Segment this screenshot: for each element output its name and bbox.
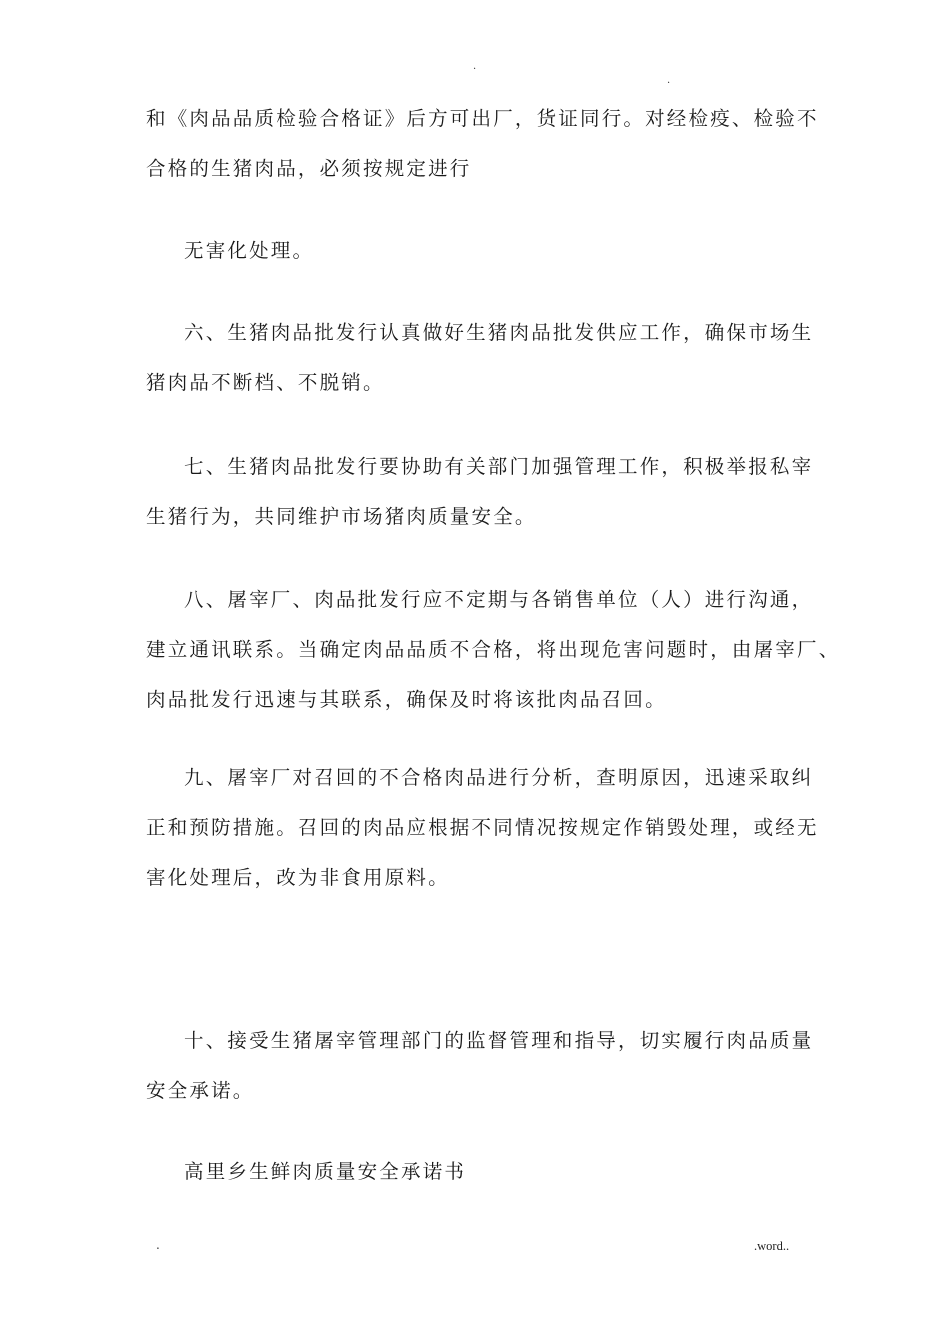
text-line: 和《肉品品质检验合格证》后方可出厂，货证同行。对经检疫、检验不 xyxy=(146,107,819,130)
text-line: 九、屠宰厂对召回的不合格肉品进行分析，查明原因，迅速采取纠 xyxy=(184,766,814,789)
header-mark-right: . xyxy=(667,75,671,86)
text-line: 七、生猪肉品批发行要协助有关部门加强管理工作，积极举报私宰 xyxy=(184,455,814,478)
header-mark-left: . xyxy=(473,61,477,72)
paragraph-item-6 xyxy=(146,308,822,408)
footer-mark-left: . xyxy=(156,1238,160,1252)
text-line: 建立通讯联系。当确定肉品品质不合格，将出现危害问题时，由屠宰厂、 xyxy=(146,638,841,661)
paragraph-harmless-treatment xyxy=(146,226,822,276)
text-line: 六、生猪肉品批发行认真做好生猪肉品批发供应工作，确保市场生 xyxy=(184,321,814,344)
text-line: 猪肉品不断档、不脱销。 xyxy=(146,371,385,394)
paragraph-item-10 xyxy=(146,1016,822,1116)
paragraph-item-9 xyxy=(146,753,822,903)
text-line: 八、屠宰厂、肉品批发行应不定期与各销售单位（人）进行沟通， xyxy=(184,588,814,611)
paragraph-continuation xyxy=(146,94,822,194)
paragraph-item-8 xyxy=(146,575,841,725)
text-line: 害化处理后，改为非食用原料。 xyxy=(146,866,450,889)
text-line: 合格的生猪肉品，必须按规定进行 xyxy=(146,157,472,180)
footer-word-label: .word.. xyxy=(754,1239,790,1253)
text-line: 无害化处理。 xyxy=(184,239,315,262)
text-line: 安全承诺。 xyxy=(146,1079,255,1102)
text-line: 肉品批发行迅速与其联系，确保及时将该批肉品召回。 xyxy=(146,688,667,711)
text-line: 十、接受生猪屠宰管理部门的监督管理和指导，切实履行肉品质量 xyxy=(184,1029,814,1052)
document-title-line xyxy=(146,1147,822,1197)
paragraph-item-7 xyxy=(146,442,822,542)
text-line: 高里乡生鲜肉质量安全承诺书 xyxy=(184,1160,467,1183)
text-line: 生猪行为，共同维护市场猪肉质量安全。 xyxy=(146,505,537,528)
text-line: 正和预防措施。召回的肉品应根据不同情况按规定作销毁处理，或经无 xyxy=(146,816,819,839)
